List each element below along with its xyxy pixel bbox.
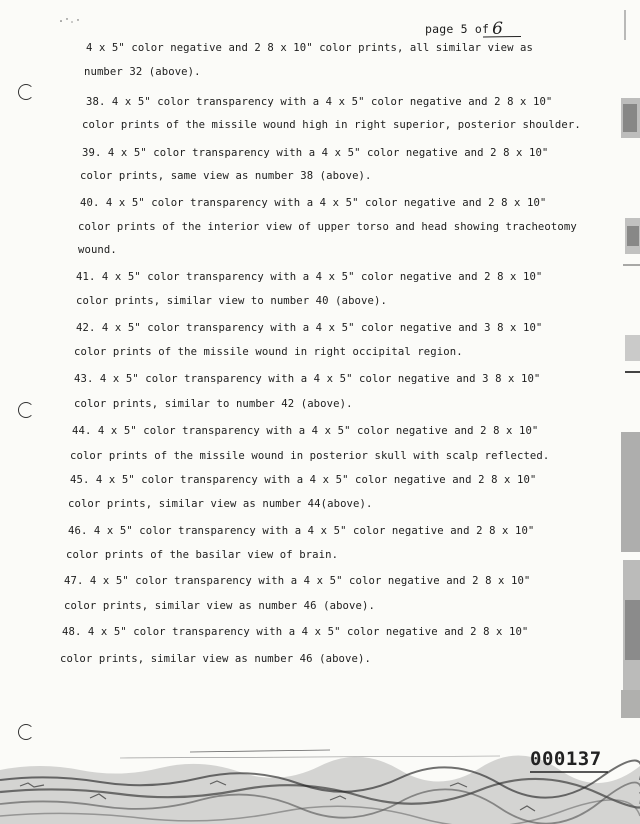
right-edge-scan-artifacts: [585, 0, 640, 824]
page-underline: [483, 35, 523, 39]
text-line: 39. 4 x 5" color transparency with a 4 x 5" color negative and 2 8 x 10": [82, 147, 549, 159]
text-line: color prints, same view as number 38 (above).: [80, 170, 372, 182]
binder-hole-top: [18, 84, 34, 100]
text-line: 4 x 5" color negative and 2 8 x 10" color prints, all similar view as: [86, 42, 533, 54]
document-stamp-number: 000137: [530, 748, 602, 770]
page-label: page 5 of: [425, 22, 490, 36]
text-line: color prints of the missile wound in posterior skull with scalp reflected.: [70, 450, 550, 462]
text-line: number 32 (above).: [84, 66, 201, 78]
text-line: 42. 4 x 5" color transparency with a 4 x 5" color negative and 3 8 x 10": [76, 322, 543, 334]
text-line: 44. 4 x 5" color transparency with a 4 x 5" color negative and 2 8 x 10": [72, 425, 539, 437]
text-line: 47. 4 x 5" color transparency with a 4 x 5" color negative and 2 8 x 10": [64, 575, 531, 587]
scan-speck-marks: [58, 16, 88, 28]
binder-hole-middle: [18, 402, 34, 418]
text-line: 41. 4 x 5" color transparency with a 4 x 5" color negative and 2 8 x 10": [76, 271, 543, 283]
text-line: 48. 4 x 5" color transparency with a 4 x 5" color negative and 2 8 x 10": [62, 626, 529, 638]
text-line: 46. 4 x 5" color transparency with a 4 x 5" color negative and 2 8 x 10": [68, 525, 535, 537]
text-line: color prints, similar to number 42 (above).: [74, 398, 353, 410]
text-line: color prints, similar view as number 44(above).: [68, 498, 373, 510]
text-line: 45. 4 x 5" color transparency with a 4 x 5" color negative and 2 8 x 10": [70, 474, 537, 486]
binder-hole-bottom: [18, 724, 34, 740]
text-line: 40. 4 x 5" color transparency with a 4 x 5" color negative and 2 8 x 10": [80, 197, 547, 209]
text-line: color prints of the interior view of upper torso and head showing tracheotomy: [78, 221, 577, 233]
page-total: 6: [492, 19, 504, 39]
text-line: 43. 4 x 5" color transparency with a 4 x 5" color negative and 3 8 x 10": [74, 373, 541, 385]
stamp-underline: [530, 770, 610, 774]
text-line: color prints of the missile wound in right occipital region.: [74, 346, 463, 358]
text-line: color prints, similar view as number 46 (above).: [60, 653, 371, 665]
page-number-header: [425, 18, 503, 38]
text-line: 38. 4 x 5" color transparency with a 4 x 5" color negative and 2 8 x 10": [86, 96, 553, 108]
text-line: color prints, similar view as number 46 (above).: [64, 600, 375, 612]
text-line: wound.: [78, 244, 117, 256]
text-line: color prints of the missile wound high in right superior, posterior shoulder.: [82, 119, 581, 131]
text-line: color prints, similar view to number 40 (above).: [76, 295, 387, 307]
text-line: color prints of the basilar view of brain.: [66, 549, 339, 561]
